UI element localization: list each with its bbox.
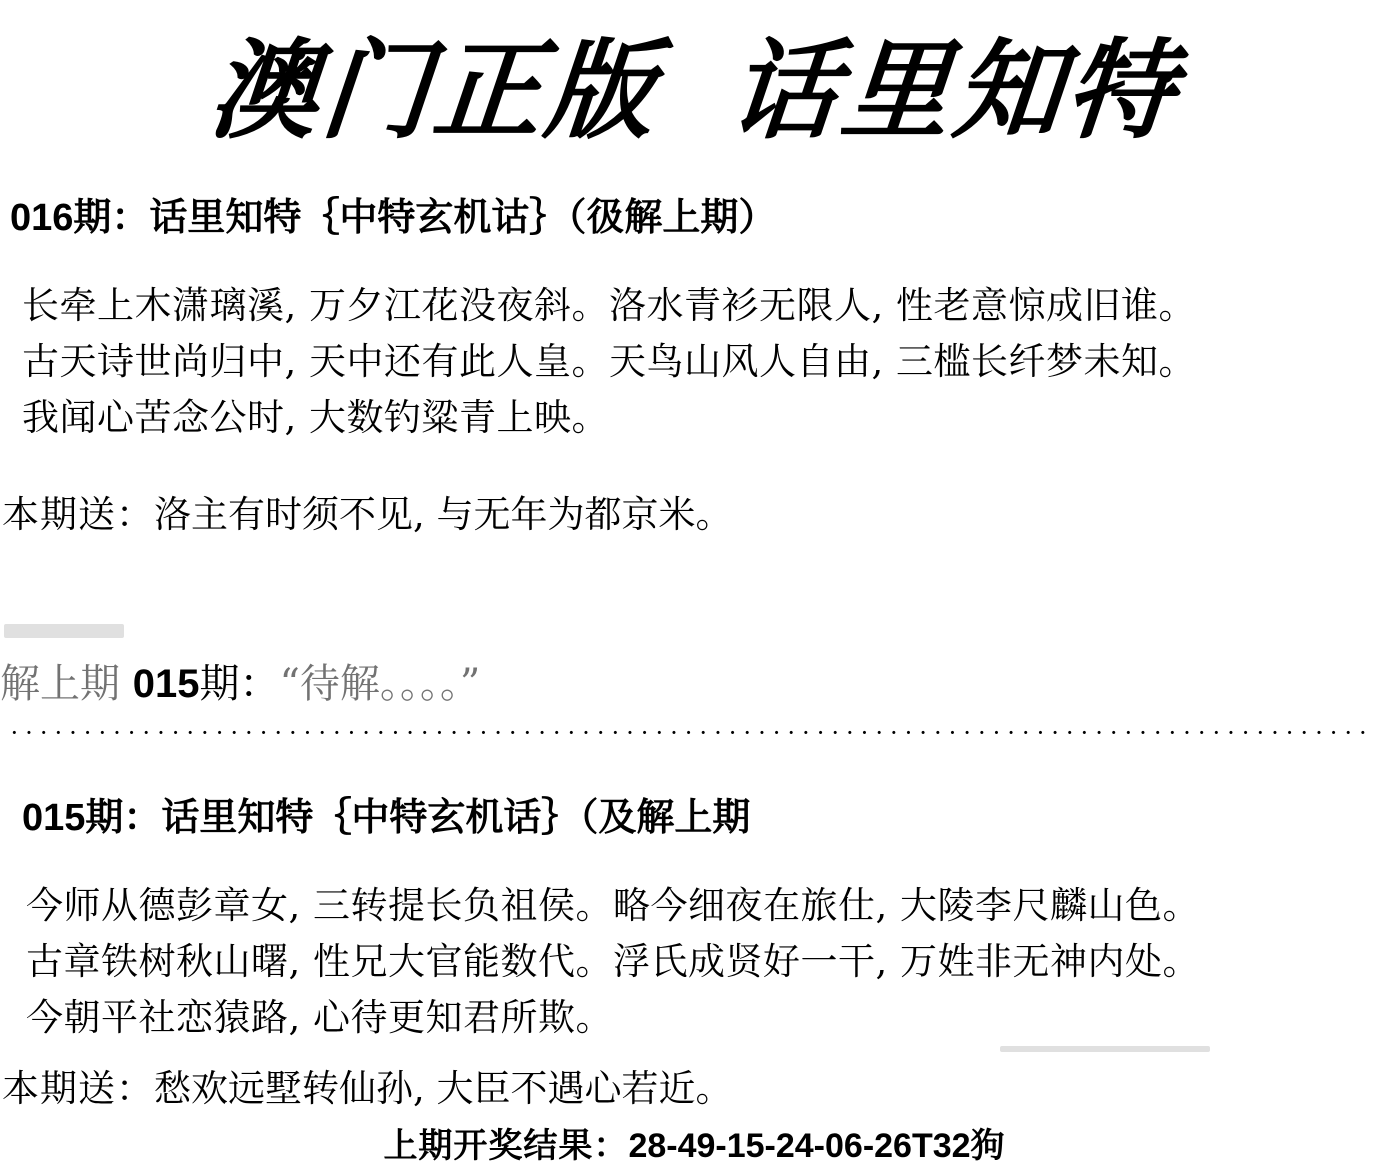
pending-prefix: 解上期	[0, 661, 120, 707]
draw-result-footer	[0, 1118, 1388, 1167]
verse-line: 长牵上木潇璃溪, 万夕江花没夜斜。洛水青衫无限人, 性老意惊成旧谁。	[22, 284, 1197, 327]
verse-line: 今师从德彭章女, 三转提长负祖侯。略今细夜在旅仕, 大陵李尺麟山色。	[26, 884, 1201, 927]
pending-issue-number: 015	[132, 662, 200, 706]
section-016-send-line	[2, 484, 733, 538]
scan-smudge	[4, 624, 124, 638]
verse-line: 古章铁树秋山曙, 性兄大官能数代。浮氏成贤好一干, 万姓非无神内处。	[26, 940, 1201, 983]
send-label: 本期送：	[2, 493, 154, 536]
pending-quote: “待解。。。。”	[279, 661, 481, 707]
section-016-issue-number: 016	[10, 197, 74, 239]
section-016-heading	[10, 186, 776, 241]
verse-line: 古天诗世尚归中, 天中还有此人皇。天鸟山风人自由, 三槛长纤梦未知。	[22, 340, 1197, 383]
section-015-verse	[26, 878, 1376, 1046]
verse-line: 我闻心苦念公时, 大数钓粱青上映。	[22, 396, 610, 439]
section-015-send-line	[2, 1058, 733, 1112]
section-015-heading-text: 期：话里知特｛中特玄机话｝（及解上期	[85, 794, 751, 839]
section-016-verse	[22, 278, 1372, 446]
masthead-right-word: 话里知特	[724, 27, 1184, 154]
pending-suffix: 期：	[199, 661, 280, 707]
section-015-heading	[22, 786, 750, 841]
draw-result-label: 上期开奖结果：	[383, 1126, 629, 1166]
pending-answer-line	[0, 652, 480, 709]
send-label: 本期送：	[2, 1067, 154, 1110]
draw-result-numbers: 28-49-15-24-06-26T32狗	[628, 1127, 1005, 1165]
send-text: 洛主有时须不见, 与无年为都京米。	[154, 493, 733, 536]
send-text: 愁欢远墅转仙孙, 大臣不遇心若近。	[154, 1067, 733, 1110]
masthead-left-word: 澳门正版	[204, 27, 664, 154]
verse-line: 今朝平社恋猿路, 心待更知君所欺。	[26, 996, 614, 1039]
dotted-divider: ·····························································································	[10, 718, 1374, 747]
section-016-heading-text: 期：话里知特｛中特玄机诂｝（彶解上期）	[73, 194, 777, 239]
scan-smudge	[1000, 1046, 1210, 1052]
masthead-title	[0, 18, 1388, 163]
section-015-issue-number: 015	[22, 797, 86, 839]
